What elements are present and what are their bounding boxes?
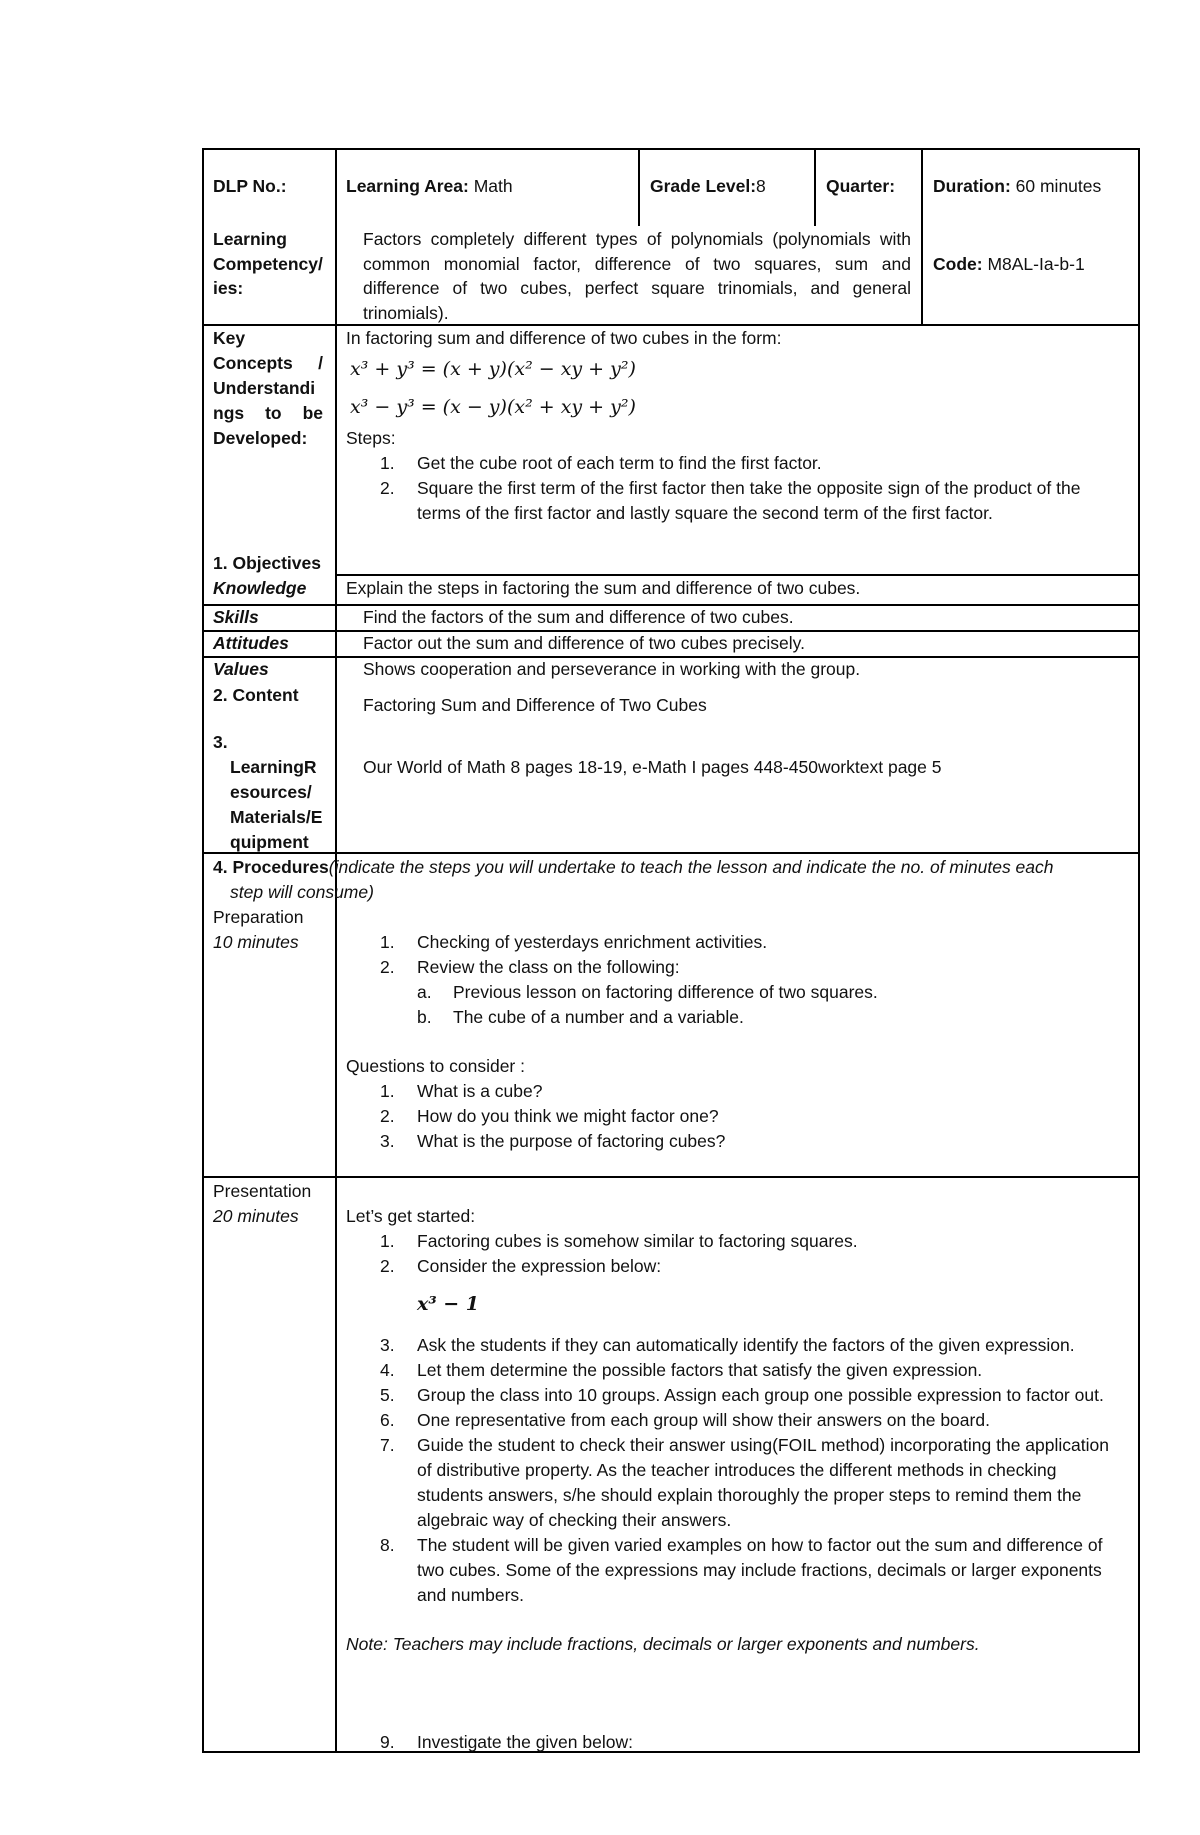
row-divider-presentation — [202, 1176, 1140, 1178]
resources-label-line: Materials/E — [230, 807, 323, 827]
objective-text-knowledge: Explain the steps in factoring the sum and difference of two cubes. — [346, 578, 861, 598]
column-divider-grade — [638, 148, 640, 226]
presentation-item-text: Factoring cubes is somehow similar to factoring squares. — [417, 1231, 858, 1251]
presentation-item-number: 4. — [380, 1360, 395, 1380]
expression-x-cubed-minus-one: x³ − 1 — [417, 1293, 480, 1315]
question-text: How do you think we might factor one? — [417, 1106, 719, 1126]
presentation-item-number: 7. — [380, 1435, 395, 1455]
content-text: Factoring Sum and Difference of Two Cubes — [363, 695, 707, 715]
procedures-title: 4. Procedures — [213, 857, 329, 877]
preparation-label: Preparation — [213, 907, 304, 927]
preparation-item-text: Checking of yesterdays enrichment activities. — [417, 932, 768, 952]
competency-text-line: common monomial factor, difference of two squares, sum and — [363, 254, 911, 274]
objective-label-skills: Skills — [213, 607, 259, 627]
preparation-item-number: 1. — [380, 932, 395, 952]
column-divider-keyconcepts-stub — [335, 324, 337, 550]
preparation-subitem-text: Previous lesson on factoring difference of two squares. — [453, 982, 878, 1002]
presentation-item-text: of distributive property. As the teacher introduces the different methods in checking — [417, 1460, 1057, 1480]
code-value: M8AL-Ia-b-1 — [987, 254, 1085, 274]
presentation-item-text: The student will be given varied examples on how to factor out the sum and difference of — [417, 1535, 1103, 1555]
objective-label-values: Values — [213, 659, 269, 679]
procedures-note: (indicate the steps you will undertake to teach the lesson and indicate the no. of minutes each — [328, 857, 1054, 877]
sum-of-cubes-formula: x³ + y³ = (x + y)(x² − xy + y²) — [350, 358, 636, 380]
content-label: 2. Content — [213, 685, 299, 705]
key-concepts-label-line: Developed: — [213, 428, 308, 448]
competency-text-line: Factors completely different types of polynomials (polynomials with — [363, 229, 911, 249]
step-text: terms of the first factor and lastly square the second term of the first factor. — [417, 503, 993, 523]
key-concepts-label-line: ngs to be — [213, 403, 323, 423]
duration-value: 60 minutes — [1015, 176, 1102, 196]
competency-text-line: difference of two cubes, perfect square trinomials, and general — [363, 278, 911, 298]
objective-label-attitudes: Attitudes — [213, 633, 289, 653]
key-concepts-intro: In factoring sum and difference of two cubes in the form: — [346, 328, 782, 348]
code — [933, 252, 1085, 277]
presentation-item-text: Investigate the given below: — [417, 1732, 633, 1752]
step-text: Get the cube root of each term to find the first factor. — [417, 453, 822, 473]
presentation-note: Note: Teachers may include fractions, decimals or larger exponents and numbers. — [346, 1634, 980, 1654]
preparation-subitem-letter: b. — [417, 1007, 432, 1027]
key-concepts-label-line: Concepts / — [213, 353, 323, 373]
procedures-heading — [213, 855, 1054, 880]
row-divider-procedures — [202, 852, 1140, 854]
grade-level — [650, 174, 766, 199]
duration-label: Duration: — [933, 176, 1011, 196]
quarter-label: Quarter: — [826, 176, 896, 196]
preparation-subitem-letter: a. — [417, 982, 432, 1002]
presentation-minutes: 20 minutes — [213, 1206, 299, 1226]
presentation-item-number: 1. — [380, 1231, 395, 1251]
key-concepts-label-line: Understandi — [213, 378, 316, 398]
presentation-item-text: Consider the expression below: — [417, 1256, 662, 1276]
objective-text-attitudes: Factor out the sum and difference of two cubes precisely. — [363, 633, 805, 653]
resources-label-line: 3. — [213, 732, 228, 752]
duration — [933, 174, 1101, 199]
presentation-item-text: students answers, s/he should explain thoroughly the proper steps to remind them the — [417, 1485, 1082, 1505]
column-divider-quarter — [814, 148, 816, 226]
presentation-intro: Let’s get started: — [346, 1206, 476, 1226]
competency-text-line: trinomials). — [363, 303, 449, 323]
question-text: What is the purpose of factoring cubes? — [417, 1131, 726, 1151]
grade-level-value: 8 — [756, 176, 766, 196]
presentation-item-text: and numbers. — [417, 1585, 525, 1605]
presentation-item-text: Let them determine the possible factors that satisfy the given expression. — [417, 1360, 983, 1380]
difference-of-cubes-formula: x³ − y³ = (x − y)(x² + xy + y²) — [350, 396, 636, 418]
question-number: 2. — [380, 1106, 395, 1126]
presentation-item-number: 2. — [380, 1256, 395, 1276]
presentation-item-text: two cubes. Some of the expressions may include fractions, decimals or larger exponents — [417, 1560, 1102, 1580]
preparation-subitem-text: The cube of a number and a variable. — [453, 1007, 744, 1027]
key-concepts-label-line: Key — [213, 328, 246, 348]
objective-text-values: Shows cooperation and perseverance in working with the group. — [363, 659, 861, 679]
question-text: What is a cube? — [417, 1081, 543, 1101]
step-number: 2. — [380, 478, 395, 498]
presentation-item-number: 9. — [380, 1732, 395, 1752]
learning-area — [346, 174, 513, 199]
presentation-item-number: 8. — [380, 1535, 395, 1555]
presentation-item-number: 5. — [380, 1385, 395, 1405]
question-number: 1. — [380, 1081, 395, 1101]
presentation-item-number: 6. — [380, 1410, 395, 1430]
resources-label-line: quipment — [230, 832, 309, 852]
preparation-item-number: 2. — [380, 957, 395, 977]
grade-level-label: Grade Level: — [650, 176, 757, 196]
preparation-item-text: Review the class on the following: — [417, 957, 680, 977]
questions-label: Questions to consider : — [346, 1056, 525, 1076]
presentation-item-text: algebraic way of checking their answers. — [417, 1510, 732, 1530]
competency-label-line: Competency/ — [213, 254, 323, 274]
objectives-heading: 1. Objectives — [213, 553, 321, 573]
procedures-note-continued: step will consume) — [230, 882, 374, 902]
presentation-item-text: Guide the student to check their answer using(FOIL method) incorporating the application — [417, 1435, 1109, 1455]
step-text: Square the first term of the first factor then take the opposite sign of the product of the — [417, 478, 1081, 498]
presentation-item-number: 3. — [380, 1335, 395, 1355]
learning-area-value: Math — [473, 176, 513, 196]
preparation-minutes: 10 minutes — [213, 932, 299, 952]
resources-label-line: esources/ — [230, 782, 312, 802]
column-divider-duration — [921, 148, 923, 326]
presentation-item-text: Group the class into 10 groups. Assign each group one possible expression to factor out. — [417, 1385, 1104, 1405]
code-label: Code: — [933, 254, 983, 274]
presentation-item-text: Ask the students if they can automatically identify the factors of the given expression. — [417, 1335, 1075, 1355]
steps-label: Steps: — [346, 428, 396, 448]
resources-text: Our World of Math 8 pages 18-19, e-Math I pages 448-450worktext page 5 — [363, 757, 942, 777]
presentation-label: Presentation — [213, 1181, 312, 1201]
resources-label-line: LearningR — [230, 757, 317, 777]
learning-area-label: Learning Area: — [346, 176, 469, 196]
objective-label-knowledge: Knowledge — [213, 578, 307, 598]
question-number: 3. — [380, 1131, 395, 1151]
step-number: 1. — [380, 453, 395, 473]
objective-text-skills: Find the factors of the sum and difference of two cubes. — [363, 607, 794, 627]
dlp-label: DLP No.: — [213, 176, 287, 196]
competency-label-line: ies: — [213, 278, 244, 298]
competency-label-line: Learning — [213, 229, 287, 249]
presentation-item-text: One representative from each group will show their answers on the board. — [417, 1410, 990, 1430]
